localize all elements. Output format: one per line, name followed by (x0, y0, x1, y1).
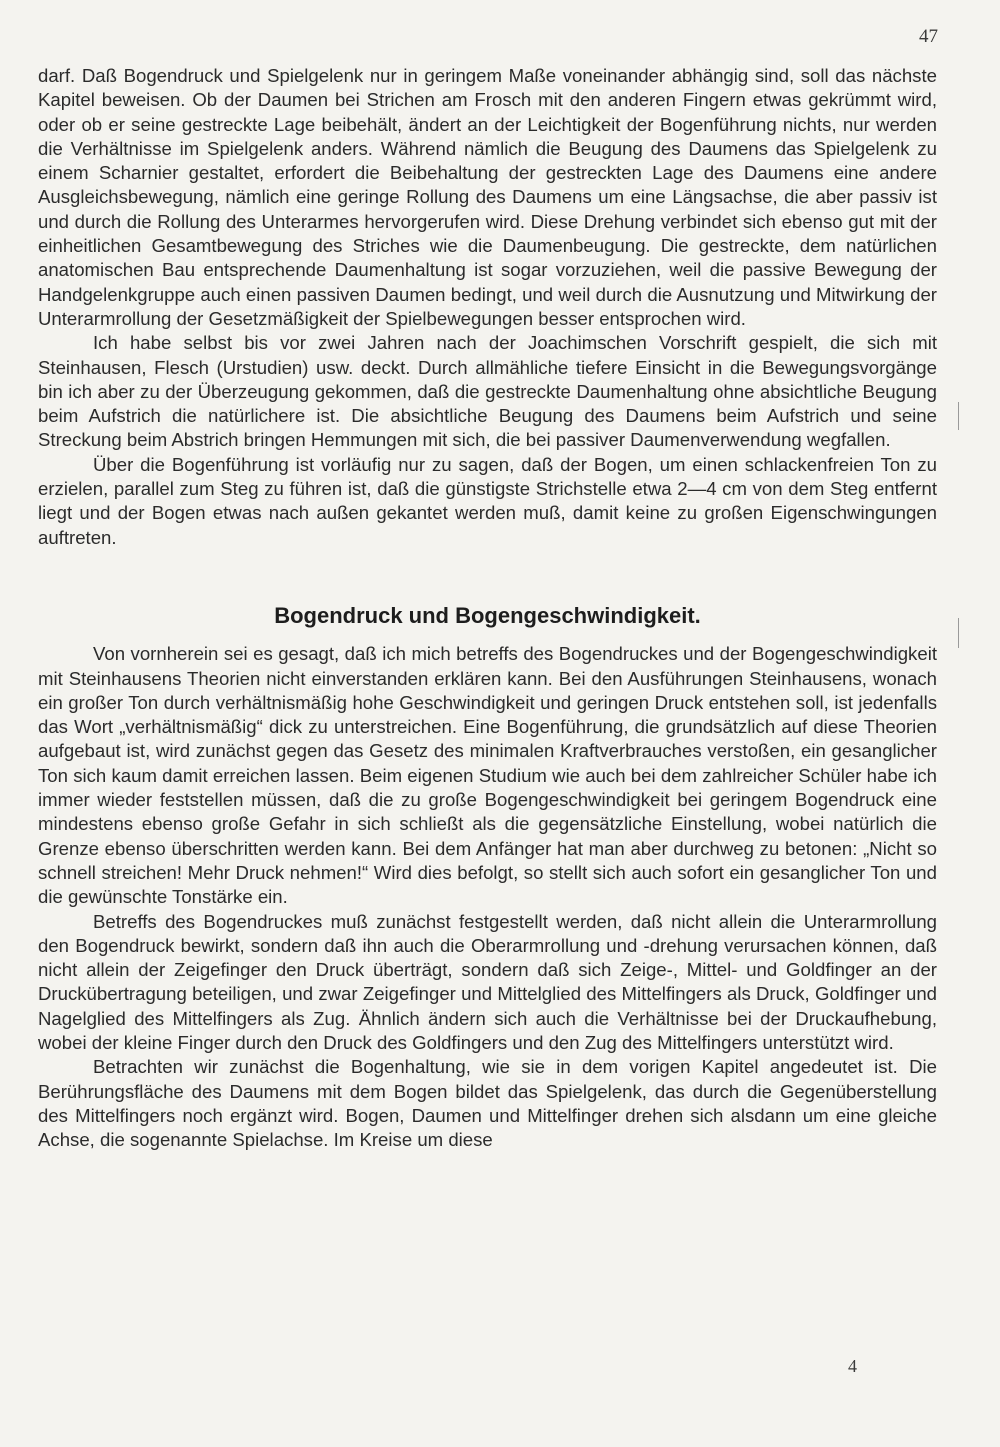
margin-mark (958, 402, 959, 430)
printer-signature: 4 (848, 1356, 857, 1376)
paragraph-continued: darf. Daß Bogendruck und Spielgelenk nur in geringem Maße voneinander abhängig sind, soll das nächste Kapitel beweisen. Ob der Daumen bei Strichen am Frosch mit den anderen Fingern etwas gekrümmt wird, oder ob er seine gestreckte Lage beibehält, ändert an der Leichtigkeit der Bogenführung nichts, nur werden die Verhältnisse im Spielgelenk anders. Während nämlich die Beugung des Daumens das Spielgelenk zu einem Scharnier gestaltet, erfordert die Beibehaltung der gestreckten Lage des Daumens eine andere Ausgleichsbewegung, nämlich eine geringe Rollung des Daumens um eine Längsachse, die aber passiv ist und durch die Rollung des Unterarmes hervorgerufen wird. Diese Drehung verbindet sich ebenso gut mit der einheitlichen Gesamtbewegung des Striches wie die Daumenbeugung. Die gestreckte, dem natürlichen anatomischen Bau entsprechende Daumenhaltung ist sogar vorzuziehen, weil die passive Bewegung der Handgelenkgruppe auch einen passiven Daumen bedingt, und weil durch die Ausnutzung und Mitwirkung der Unterarmrollung der Gesetzmäßigkeit der Spielbewegungen besser entsprochen wird. (38, 65, 937, 329)
section-heading: Bogendruck und Bogengeschwindigkeit. (274, 602, 701, 628)
paragraph: Von vornherein sei es gesagt, daß ich mich betreffs des Bogendruckes und der Bogengeschwindigkeit mit Steinhausens Theorien nicht einverstanden erklären kann. Bei den Ausführungen Steinhausens, wonach ein großer Ton durch verhältnismäßig hohe Geschwindigkeit und geringen Druck entstehen soll, ist jedenfalls das Wort „verhältnismäßig“ dick zu unterstreichen. Eine Bogenführung, die grundsätzlich auf diese Theorien aufgebaut ist, wird zunächst gegen das Gesetz des minimalen Kraftverbrauches verstoßen, ein gesanglicher Ton sich kaum damit erreichen lassen. Beim eigenen Studium wie auch bei dem zahlreicher Schüler habe ich immer wieder feststellen müssen, daß die zu große Bogengeschwindigkeit bei geringem Bogendruck eine mindestens ebenso große Gefahr in sich schließt als die gegensätzliche Einstellung, wobei natürlich die Grenze ebenso überschritten werden kann. Bei dem Anfänger hat man aber durchweg zu betonen: „Nicht so schnell streichen! Mehr Druck nehmen!“ Wird dies befolgt, so stellt sich auch sofort ein gesanglicher Ton und die gewünschte Tonstärke ein. (38, 643, 937, 908)
paragraph: Betreffs des Bogendruckes muß zunächst festgestellt werden, daß nicht allein die Unterarmrollung den Bogendruck bewirkt, sondern daß ihn auch die Oberarmrollung und -drehung verursachen können, daß nicht allein der Zeigefinger den Druck überträgt, sondern daß sich Zeige-, Mittel- und Goldfinger an der Druckübertragung beteiligen, und zwar Zeigefinger und Mittelglied des Mittelfingers als Druck, Goldfinger und Nagelglied des Mittelfingers als Zug. Ähnlich ändern sich auch die Verhältnisse bei der Druckaufhebung, wobei der kleine Finger durch den Druck des Goldfingers und den Zug des Mittelfingers unterstützt wird. (38, 910, 937, 1053)
paragraph: Über die Bogenführung ist vorläufig nur zu sagen, daß der Bogen, um einen schlackenfreien Ton zu erzielen, parallel zum Steg zu führen ist, daß die günstigste Strichstelle etwa 2—4 cm von dem Steg entfernt liegt und der Bogen etwas nach außen gekantet werden muß, damit keine zu großen Eigenschwingungen auftreten. (38, 453, 937, 548)
margin-mark (958, 618, 959, 648)
paragraph: Ich habe selbst bis vor zwei Jahren nach der Joachimschen Vorschrift gespielt, die sich mit Steinhausen, Flesch (Urstudien) usw. deckt. Durch allmähliche tiefere Einsicht in die Bewegungsvorgänge bin ich aber zu der Überzeugung gekommen, daß die gestreckte Daumenhaltung ohne absichtliche Beugung beim Aufstrich die natürlichere ist. Die absichtliche Beugung des Daumens beim Aufstrich und seine Streckung beim Abstrich bringen Hemmungen mit sich, die bei passiver Daumenverwendung wegfallen. (38, 332, 937, 451)
paragraph: Betrachten wir zunächst die Bogenhaltung, wie sie in dem vorigen Kapitel angedeutet ist. Die Berührungsfläche des Daumens mit dem Bogen bildet das Spielgelenk, das durch die Gegenüberstellung des Mittelfingers noch ergänzt wird. Bogen, Daumen und Mittelfinger drehen sich alsdann um eine gleiche Achse, die sogenannte Spielachse. Im Kreise um diese (38, 1056, 937, 1151)
page-body (38, 64, 937, 1152)
page-number: 47 (919, 26, 938, 47)
